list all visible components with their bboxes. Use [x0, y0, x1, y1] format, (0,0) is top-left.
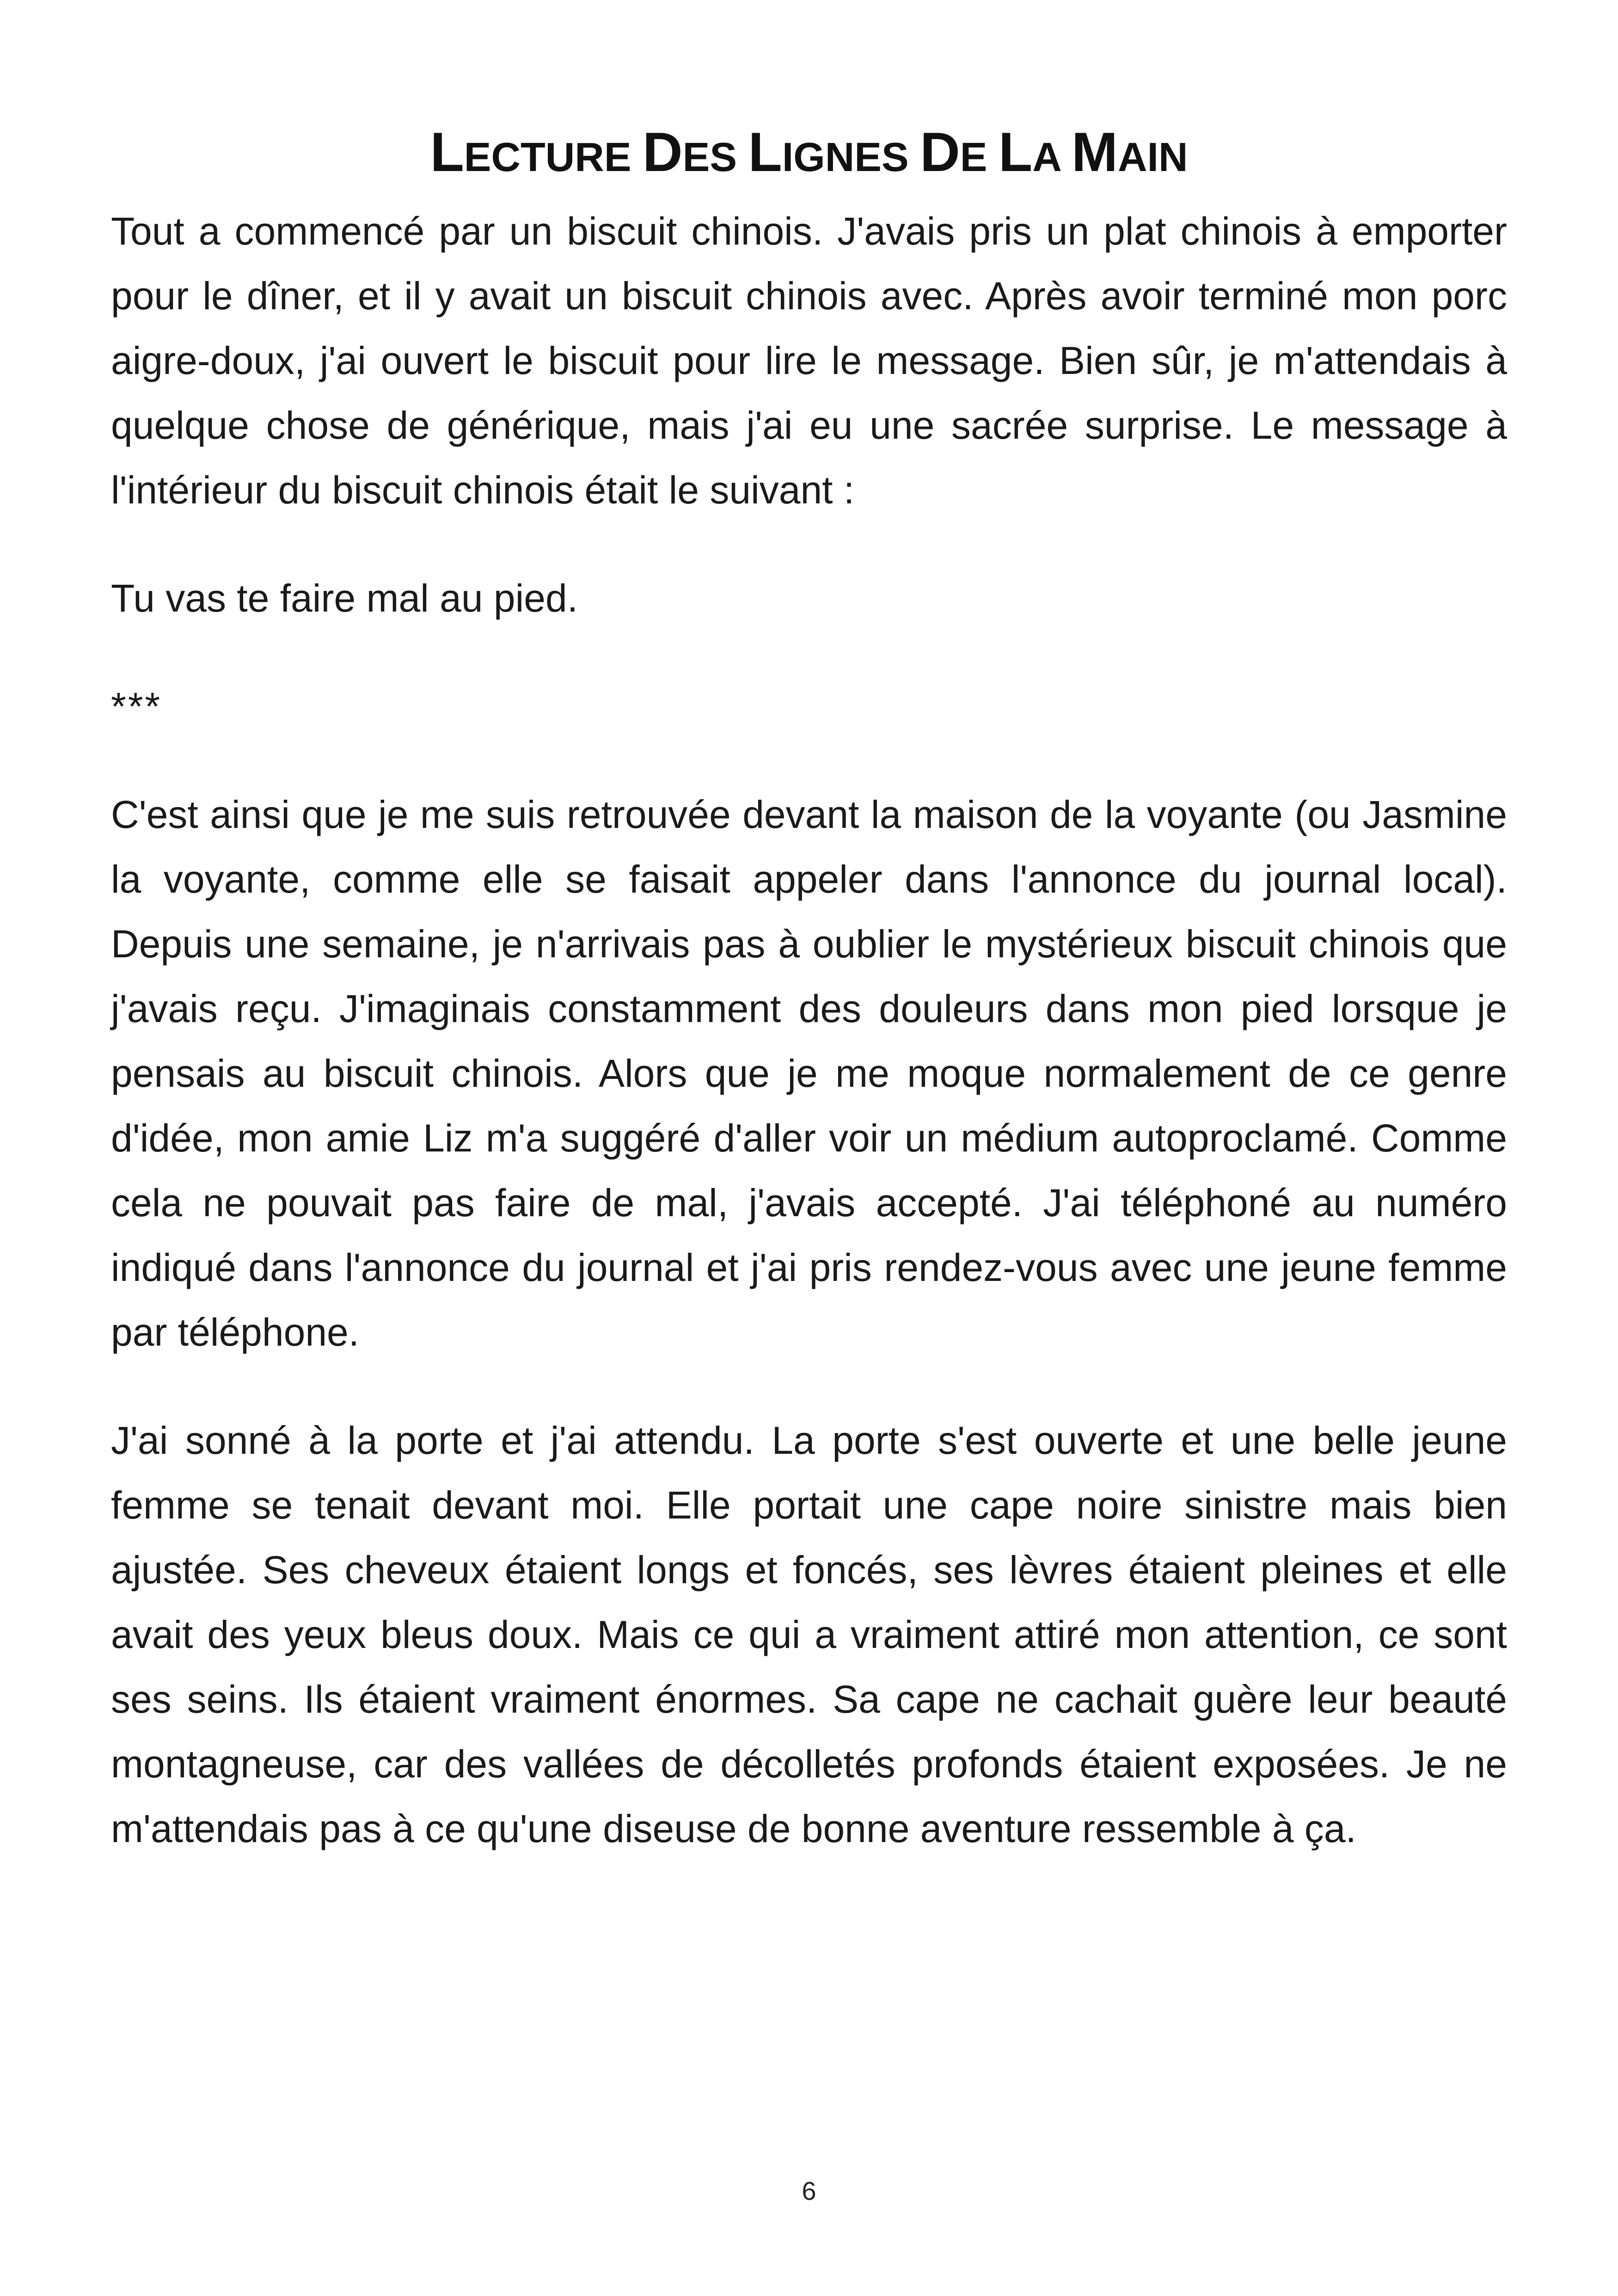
document-body — [111, 199, 1507, 1904]
paragraph-fortune-message: Tu vas te faire mal au pied. — [111, 576, 578, 620]
paragraph-intro: Tout a commencé par un biscuit chinois. J'avais pris un plat chinois à emporter pour le dîner, et il y avait un biscuit chinois avec. Après avoir terminé mon porc aigre-doux, j'ai ouvert le biscuit pour lire le message. Bien sûr, je m'attendais à quelque chose de générique, mais j'ai eu une sacrée surprise. Le message à l'intérieur du biscuit chinois était le suivant : — [111, 209, 1507, 512]
page-number: 6 — [802, 2176, 816, 2205]
paragraph-door-scene: J'ai sonné à la porte et j'ai attendu. La porte s'est ouverte et une belle jeune femme se tenait devant moi. Elle portait une cape noire sinistre mais bien ajustée. Ses cheveux étaient longs et foncés, ses lèvres étaient pleines et elle avait des yeux bleus doux. Mais ce qui a vraiment attiré mon attention, ce sont ses seins. Ils étaient vraiment énormes. Sa cape ne cachait guère leur beauté montagneuse, car des vallées de décolletés profonds étaient exposées. Je ne m'attendais pas à ce qu'une diseuse de bonne aventure ressemble à ça. — [111, 1419, 1507, 1850]
paragraph-psychic-visit: C'est ainsi que je me suis retrouvée devant la maison de la voyante (ou Jasmine la voyante, comme elle se faisait appeler dans l'annonce du journal local). Depuis une semaine, je n'arrivais pas à oublier le mystérieux biscuit chinois que j'avais reçu. J'imaginais constamment des douleurs dans mon pied lorsque je pensais au biscuit chinois. Alors que je me moque normalement de ce genre d'idée, mon amie Liz m'a suggéré d'aller voir un médium autoproclamé. Comme cela ne pouvait pas faire de mal, j'avais accepté. J'ai téléphoné au numéro indiqué dans l'annonce du journal et j'ai pris rendez-vous avec une jeune femme par téléphone. — [111, 793, 1507, 1354]
page-title: LECTURE DES LIGNES DE LA MAIN — [430, 121, 1188, 183]
section-break: *** — [111, 685, 162, 728]
